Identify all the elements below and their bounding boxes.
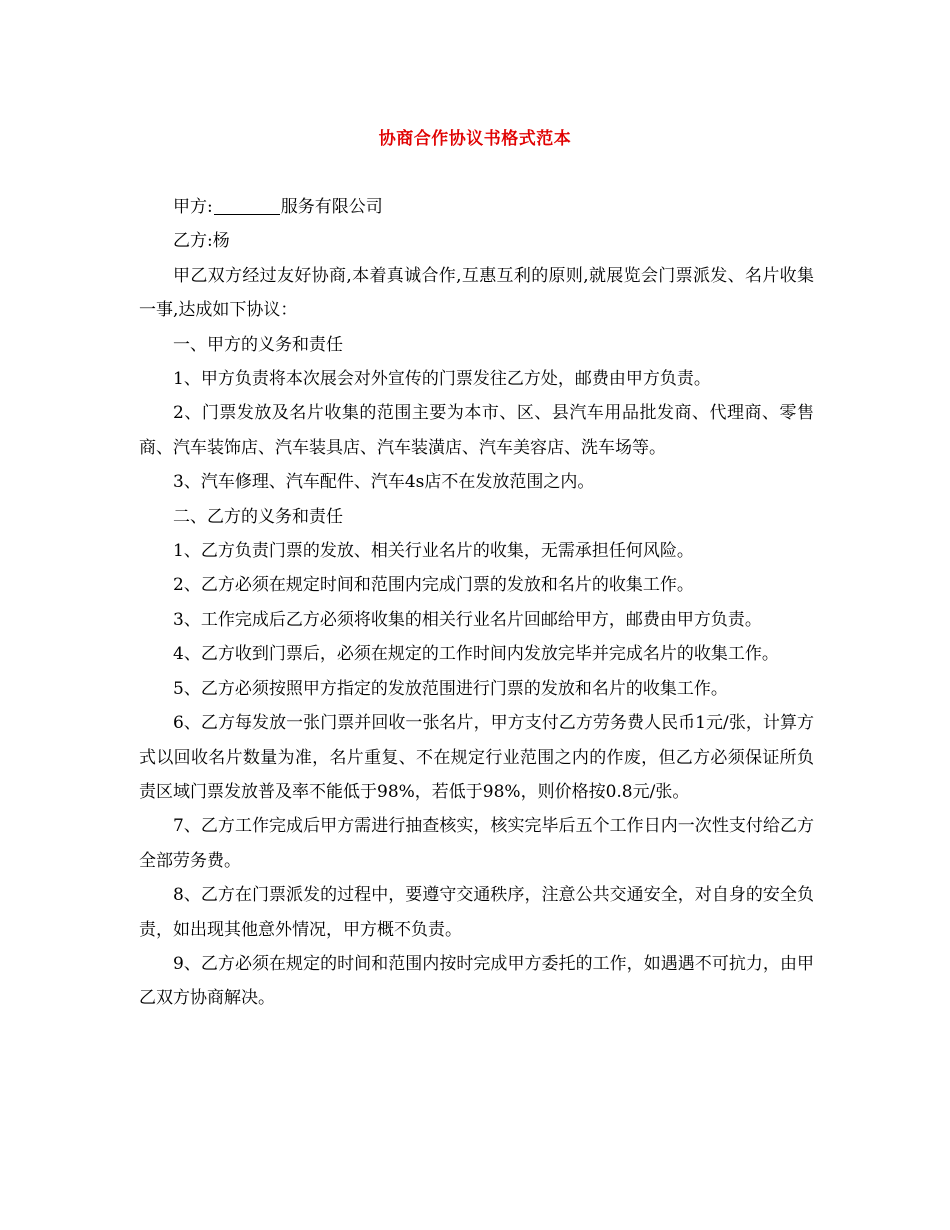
document-title: 协商合作协议书格式范本 [378,129,572,149]
clause-a-1: 1、甲方负责将本次展会对外宣传的门票发往乙方处，邮费由甲方负责。 [173,369,711,390]
clause-b-9: 9、乙方必须在规定的时间和范围内按时完成甲方委托的工作，如遇遇不可抗力，由甲乙双方协商解决。 [139,953,814,1009]
clause-b-4: 4、乙方收到门票后，必须在规定的工作时间内发放完毕并完成名片的收集工作。 [173,644,779,665]
section-heading-party-a: 一、甲方的义务和责任 [173,334,343,355]
party-a-line [139,190,814,224]
party-a-blank-line [214,196,280,215]
document-body [139,190,814,1016]
clause-a-2: 2、门票发放及名片收集的范围主要为本市、区、县汽车用品批发商、代理商、零售商、汽车装饰店、汽车装具店、汽车装潢店、汽车美容店、洗车场等。 [139,403,814,458]
party-a-suffix: 服务有限公司 [280,197,383,217]
clause-b-3: 3、工作完成后乙方必须将收集的相关行业名片回邮给甲方，邮费由甲方负责。 [173,609,762,630]
clause-b-8: 8、乙方在门票派发的过程中，要遵守交通秩序，注意公共交通安全，对自身的安全负责，如出现其他意外情况，甲方概不负责。 [139,885,814,940]
clause-b-2: 2、乙方必须在规定时间和范围内完成门票的发放和名片的收集工作。 [173,575,694,596]
intro-paragraph: 甲乙双方经过友好协商,本着真诚合作,互惠互利的原则,就展览会门票派发、名片收集一事,达成如下协议： [139,265,814,321]
party-a-label: 甲方: [173,197,213,217]
clause-b-7: 7、乙方工作完成后甲方需进行抽查核实，核实完毕后五个工作日内一次性支付给乙方全部劳务费。 [139,816,814,871]
section-heading-party-b: 二、乙方的义务和责任 [173,506,343,527]
clause-b-6: 6、乙方每发放一张门票并回收一张名片，甲方支付乙方劳务费人民币1元/张，计算方式以回收名片数量为准，名片重复、不在规定行业范围之内的作废，但乙方必须保证所负责区域门票发放普及率不能低于98%，若低于98%，则价格按0.8元/张。 [139,713,814,802]
clause-b-1: 1、乙方负责门票的发放、相关行业名片的收集，无需承担任何风险。 [173,541,694,562]
party-b-line: 乙方:杨 [173,231,230,252]
clause-a-3: 3、汽车修理、汽车配件、汽车4s店不在发放范围之内。 [173,472,595,493]
clause-b-5: 5、乙方必须按照甲方指定的发放范围进行门票的发放和名片的收集工作。 [173,678,728,699]
